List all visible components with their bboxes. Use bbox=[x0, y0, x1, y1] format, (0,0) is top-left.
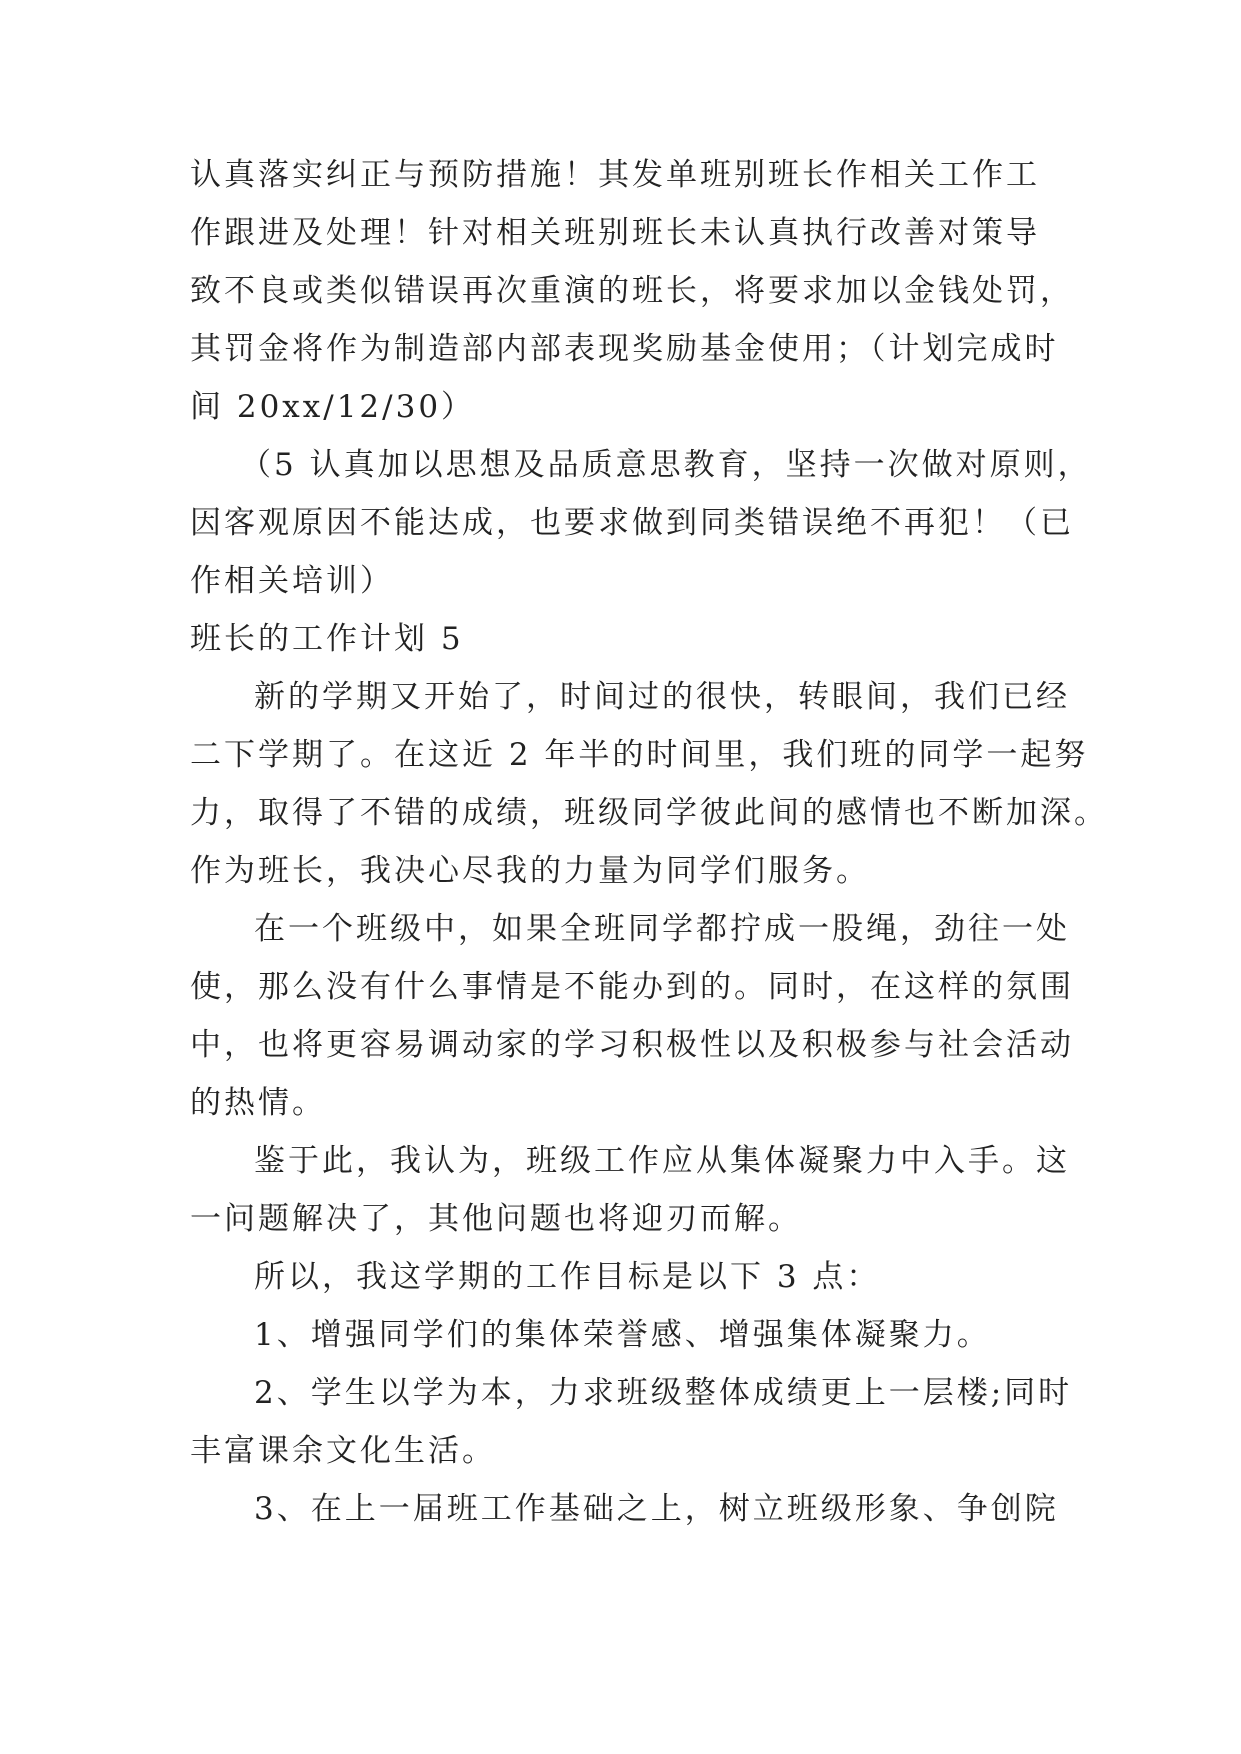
section-heading: 班长的工作计划 5 bbox=[190, 621, 464, 657]
list-item: 1、增强同学们的集体荣誉感、增强集体凝聚力。 bbox=[254, 1317, 991, 1353]
text-line: 的热情。 bbox=[190, 1085, 326, 1121]
text-line: 一问题解决了，其他问题也将迎刃而解。 bbox=[190, 1201, 802, 1237]
paragraph-first-line: （5 认真加以思想及品质意思教育，坚持一次做对原则， bbox=[240, 447, 1092, 483]
text-line: 力，取得了不错的成绩，班级同学彼此间的感情也不断加深。 bbox=[190, 795, 1108, 831]
text-line: 致不良或类似错误再次重演的班长，将要求加以金钱处罚， bbox=[190, 273, 1074, 309]
paragraph-first-line: 鉴于此，我认为，班级工作应从集体凝聚力中入手。这 bbox=[254, 1143, 1070, 1179]
text-line: 认真落实纠正与预防措施！其发单班别班长作相关工作工 bbox=[190, 157, 1040, 193]
text-line: 间 20xx/12/30） bbox=[190, 389, 476, 425]
list-item: 2、学生以学为本，力求班级整体成绩更上一层楼;同时 bbox=[254, 1375, 1073, 1411]
paragraph-first-line: 在一个班级中，如果全班同学都拧成一股绳，劲往一处 bbox=[254, 911, 1070, 947]
text-line: 作为班长，我决心尽我的力量为同学们服务。 bbox=[190, 853, 870, 889]
list-item: 3、在上一届班工作基础之上，树立班级形象、争创院 bbox=[254, 1491, 1059, 1527]
document-body bbox=[190, 146, 1108, 1538]
text-line: 作跟进及处理！针对相关班别班长未认真执行改善对策导 bbox=[190, 215, 1040, 251]
text-line: 其罚金将作为制造部内部表现奖励基金使用；（计划完成时 bbox=[190, 331, 1059, 367]
paragraph-first-line: 新的学期又开始了，时间过的很快，转眼间，我们已经 bbox=[254, 679, 1070, 715]
text-line: 丰富课余文化生活。 bbox=[190, 1433, 496, 1469]
text-line: 二下学期了。在这近 2 年半的时间里，我们班的同学一起努 bbox=[190, 737, 1089, 773]
paragraph-first-line: 所以，我这学期的工作目标是以下 3 点： bbox=[254, 1259, 881, 1295]
text-line: 中，也将更容易调动家的学习积极性以及积极参与社会活动 bbox=[190, 1027, 1074, 1063]
text-line: 作相关培训） bbox=[190, 563, 394, 599]
text-line: 因客观原因不能达成，也要求做到同类错误绝不再犯！（已 bbox=[190, 505, 1074, 541]
text-line: 使，那么没有什么事情是不能办到的。同时，在这样的氛围 bbox=[190, 969, 1074, 1005]
